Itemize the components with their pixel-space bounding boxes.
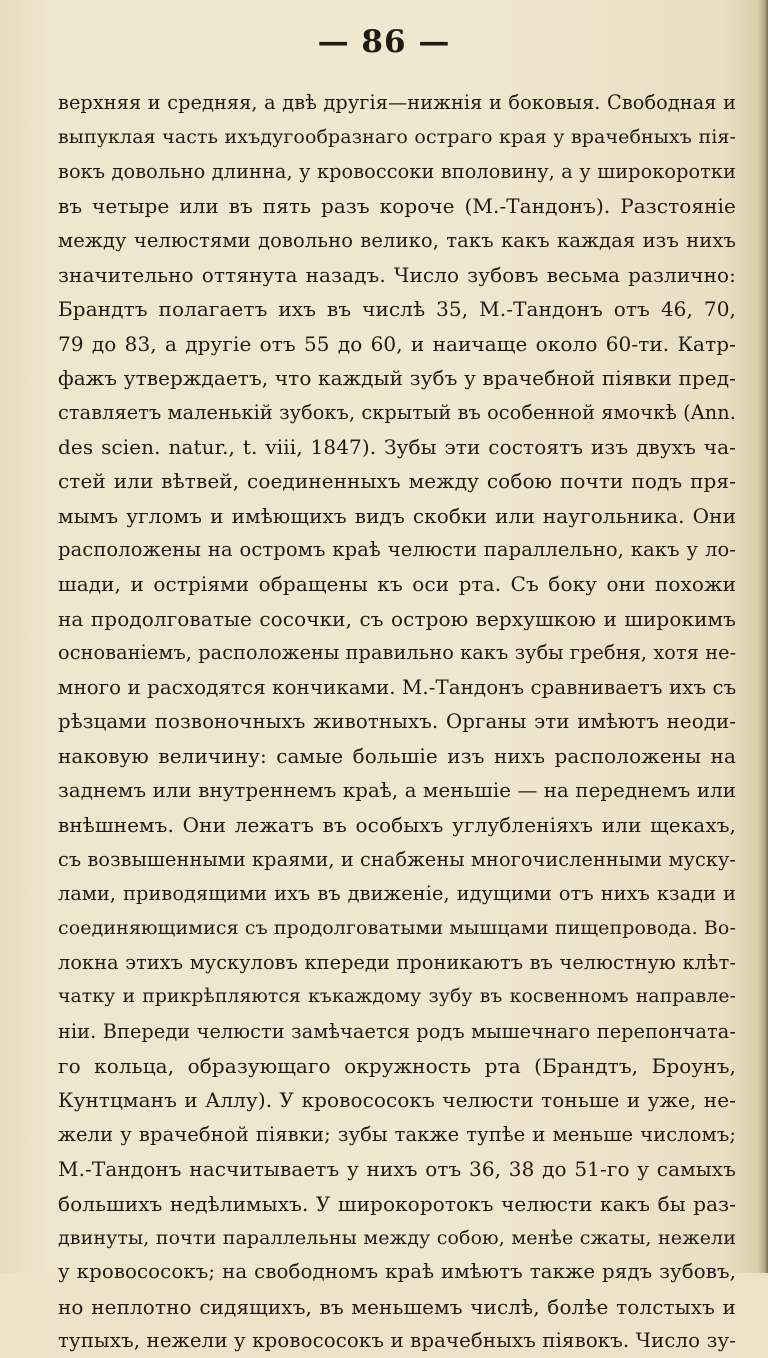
text-line: основаніемъ, расположены правильно какъ зубы гребня, хотя не- (58, 641, 737, 665)
text-line: фажъ утверждаетъ, что каждый зубъ у врачебной піявки пред- (58, 366, 736, 391)
text-line: большихъ недѣлимыхъ. У широкоротокъ челюсти какъ бы раз- (58, 1191, 736, 1216)
text-line: го кольца, образующаго окружность рта (Брандтъ, Броунъ, (58, 1053, 736, 1078)
body-text (58, 86, 736, 1358)
text-line: рѣзцами позвоночныхъ животныхъ. Органы эти имѣютъ неоди- (58, 710, 736, 734)
text-line: вокъ довольно длинна, у кровоссоки вполовину, а у широкоротки (58, 159, 736, 183)
text-line: соединяющимися съ продолговатыми мышцами пищепровода. Во- (58, 917, 736, 940)
text-line: у кровососокъ; на свободномъ краѣ имѣютъ также рядъ зубовъ, (58, 1260, 736, 1284)
text-line: М.-Тандонъ насчитываетъ у нихъ отъ 36, 38 до 51-го у самыхъ (58, 1157, 736, 1182)
text-line: жели у врачебной піявки; зубы также тупѣе и меньше числомъ; (58, 1122, 736, 1146)
text-line: значительно оттянута назадъ. Число зубовъ весьма различно: (58, 262, 736, 287)
text-line: 79 до 83, а другіе отъ 55 до 60, и наичаще около 60-ти. Катр- (58, 331, 736, 356)
text-line: Брандтъ полагаетъ ихъ въ числѣ 35, М.-Тандонъ отъ 46, 70, (58, 297, 736, 322)
text-line: между челюстями довольно велико, такъ какъ каждая изъ нихъ (58, 228, 736, 252)
text-line: тупыхъ, нежели у кровососокъ и врачебныхъ піявокъ. Число зу- (58, 1329, 736, 1353)
text-line: но неплотно сидящихъ, въ меньшемъ числѣ, болѣе толстыхъ и (58, 1294, 736, 1319)
text-line: чатку и прикрѣпляются къкаждому зубу въ косвенномъ направле- (58, 986, 736, 1008)
text-line: двинуты, почти параллельны между собою, менѣе сжаты, нежели (58, 1226, 736, 1249)
text-line: съ возвышенными краями, и снабжены многочисленными муску- (58, 847, 737, 871)
text-line: ніи. Впереди челюсти замѣчается родъ мышечнаго перепончата- (58, 1019, 736, 1043)
text-line: Кунтцманъ и Аллу). У кровососокъ челюсти тоньше и уже, не- (58, 1088, 736, 1113)
text-line: des scien. natur., t. viii, 1847). Зубы эти состоятъ изъ двухъ ча- (58, 434, 736, 459)
text-line: локна этихъ мускуловъ кпереди проникаютъ въ челюстную клѣт- (58, 950, 736, 974)
text-line: много и расходятся кончиками. М.-Тандонъ сравниваетъ ихъ съ (58, 675, 737, 699)
text-line: заднемъ или внутреннемъ краѣ, а меньшіе — на переднемъ или (58, 778, 736, 802)
text-line: мымъ угломъ и имѣющихъ видъ скобки или наугольника. Они (58, 503, 736, 528)
text-line: шади, и остріями обращены къ оси рта. Съ боку они похожи (58, 572, 736, 597)
text-line: выпуклая часть ихъдугообразнаго остраго края у врачебныхъ пія- (58, 126, 736, 149)
page-number-header: — 86 — (317, 24, 451, 60)
text-line: въ четыре или въ пять разъ короче (М.-Тандонъ). Разстояніе (58, 194, 736, 219)
text-line: расположены на остромъ краѣ челюсти параллельно, какъ у ло- (58, 538, 736, 562)
text-line: верхняя и средняя, а двѣ другія—нижнія и боковыя. Свободная и (58, 91, 736, 114)
text-line: на продолговатые сосочки, съ острою верхушкою и широкимъ (58, 606, 736, 631)
text-line: внѣшнемъ. Они лежатъ въ особыхъ углубленіяхъ или щекахъ, (58, 813, 736, 838)
page-edge-shadow (758, 0, 768, 1273)
text-line: лами, приводящими ихъ въ движеніе, идущими отъ нихъ кзади и (58, 881, 736, 905)
text-line: стей или вѣтвей, соединенныхъ между собою почти подъ пря- (58, 469, 736, 494)
text-line: наковую величину: самые большіе изъ нихъ расположены на (58, 744, 736, 769)
text-line: ставляетъ маленькій зубокъ, скрытый въ особенной ямочкѣ (Ann. (58, 400, 736, 424)
